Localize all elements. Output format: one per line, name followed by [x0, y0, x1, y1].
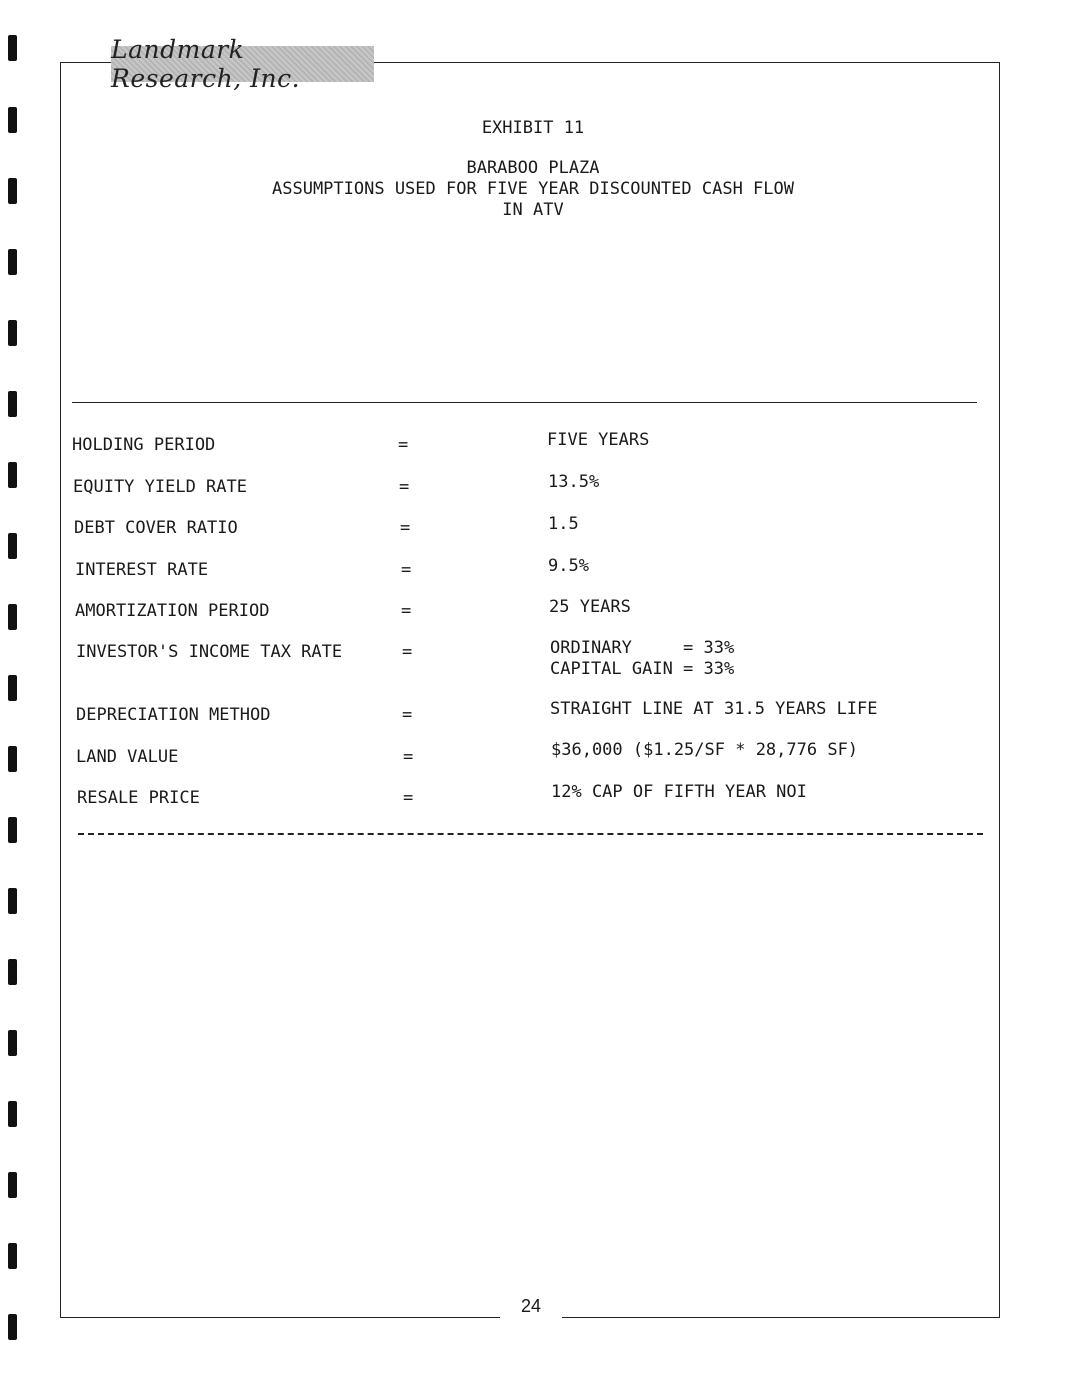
- binding-mark: [8, 888, 17, 914]
- binding-mark: [8, 817, 17, 843]
- equals-sign: =: [403, 788, 414, 808]
- binding-mark: [8, 1030, 17, 1056]
- assumption-label: EQUITY YIELD RATE: [73, 477, 247, 497]
- binding-mark: [8, 1314, 17, 1340]
- page-number: 24: [500, 1296, 562, 1320]
- assumption-value: 12% CAP OF FIFTH YEAR NOI: [551, 782, 807, 802]
- assumption-value-secondary: CAPITAL GAIN = 33%: [550, 659, 735, 679]
- binding-mark: [8, 959, 17, 985]
- equals-sign: =: [401, 601, 412, 621]
- top-divider: [72, 402, 977, 403]
- binding-mark: [8, 249, 17, 275]
- binding-mark: [8, 675, 17, 701]
- assumption-value: 1.5: [548, 514, 579, 534]
- equals-sign: =: [402, 642, 413, 662]
- equals-sign: =: [403, 747, 414, 767]
- assumption-value: $36,000 ($1.25/SF * 28,776 SF): [551, 740, 859, 760]
- assumption-value: STRAIGHT LINE AT 31.5 YEARS LIFE: [550, 699, 878, 719]
- equals-sign: =: [400, 518, 411, 538]
- assumption-label: LAND VALUE: [76, 747, 179, 767]
- assumption-label: AMORTIZATION PERIOD: [75, 601, 270, 621]
- binding-mark: [8, 1243, 17, 1269]
- binding-mark: [8, 1101, 17, 1127]
- binding-mark: [8, 391, 17, 417]
- bottom-dashed-divider: [78, 833, 983, 835]
- binding-mark: [8, 320, 17, 346]
- page-frame: [60, 62, 1000, 1318]
- equals-sign: =: [401, 560, 412, 580]
- assumption-value: 9.5%: [548, 556, 589, 576]
- assumption-label: INVESTOR'S INCOME TAX RATE: [76, 642, 343, 662]
- subtitle-line-2: IN ATV: [502, 200, 564, 220]
- assumption-label: DEPRECIATION METHOD: [76, 705, 271, 725]
- company-logo: Landmark Research, Inc.: [111, 46, 374, 82]
- equals-sign: =: [398, 435, 409, 455]
- assumption-value: 13.5%: [548, 472, 600, 492]
- binding-mark: [8, 35, 17, 61]
- binding-mark: [8, 462, 17, 488]
- assumption-value: 25 YEARS: [549, 597, 631, 617]
- equals-sign: =: [402, 705, 413, 725]
- property-name: BARABOO PLAZA: [466, 158, 600, 178]
- exhibit-title: EXHIBIT 11: [481, 118, 585, 138]
- assumption-label: RESALE PRICE: [77, 788, 200, 808]
- binding-mark: [8, 1172, 17, 1198]
- assumption-value: FIVE YEARS: [547, 430, 650, 450]
- equals-sign: =: [399, 477, 410, 497]
- binding-mark: [8, 604, 17, 630]
- subtitle-line-1: ASSUMPTIONS USED FOR FIVE YEAR DISCOUNTED CASH FLOW: [272, 179, 794, 199]
- assumption-label: HOLDING PERIOD: [72, 435, 216, 455]
- assumption-label: INTEREST RATE: [75, 560, 209, 580]
- assumption-value: ORDINARY = 33%: [550, 638, 735, 658]
- assumption-label: DEBT COVER RATIO: [74, 518, 238, 538]
- binding-mark: [8, 746, 17, 772]
- binding-mark: [8, 533, 17, 559]
